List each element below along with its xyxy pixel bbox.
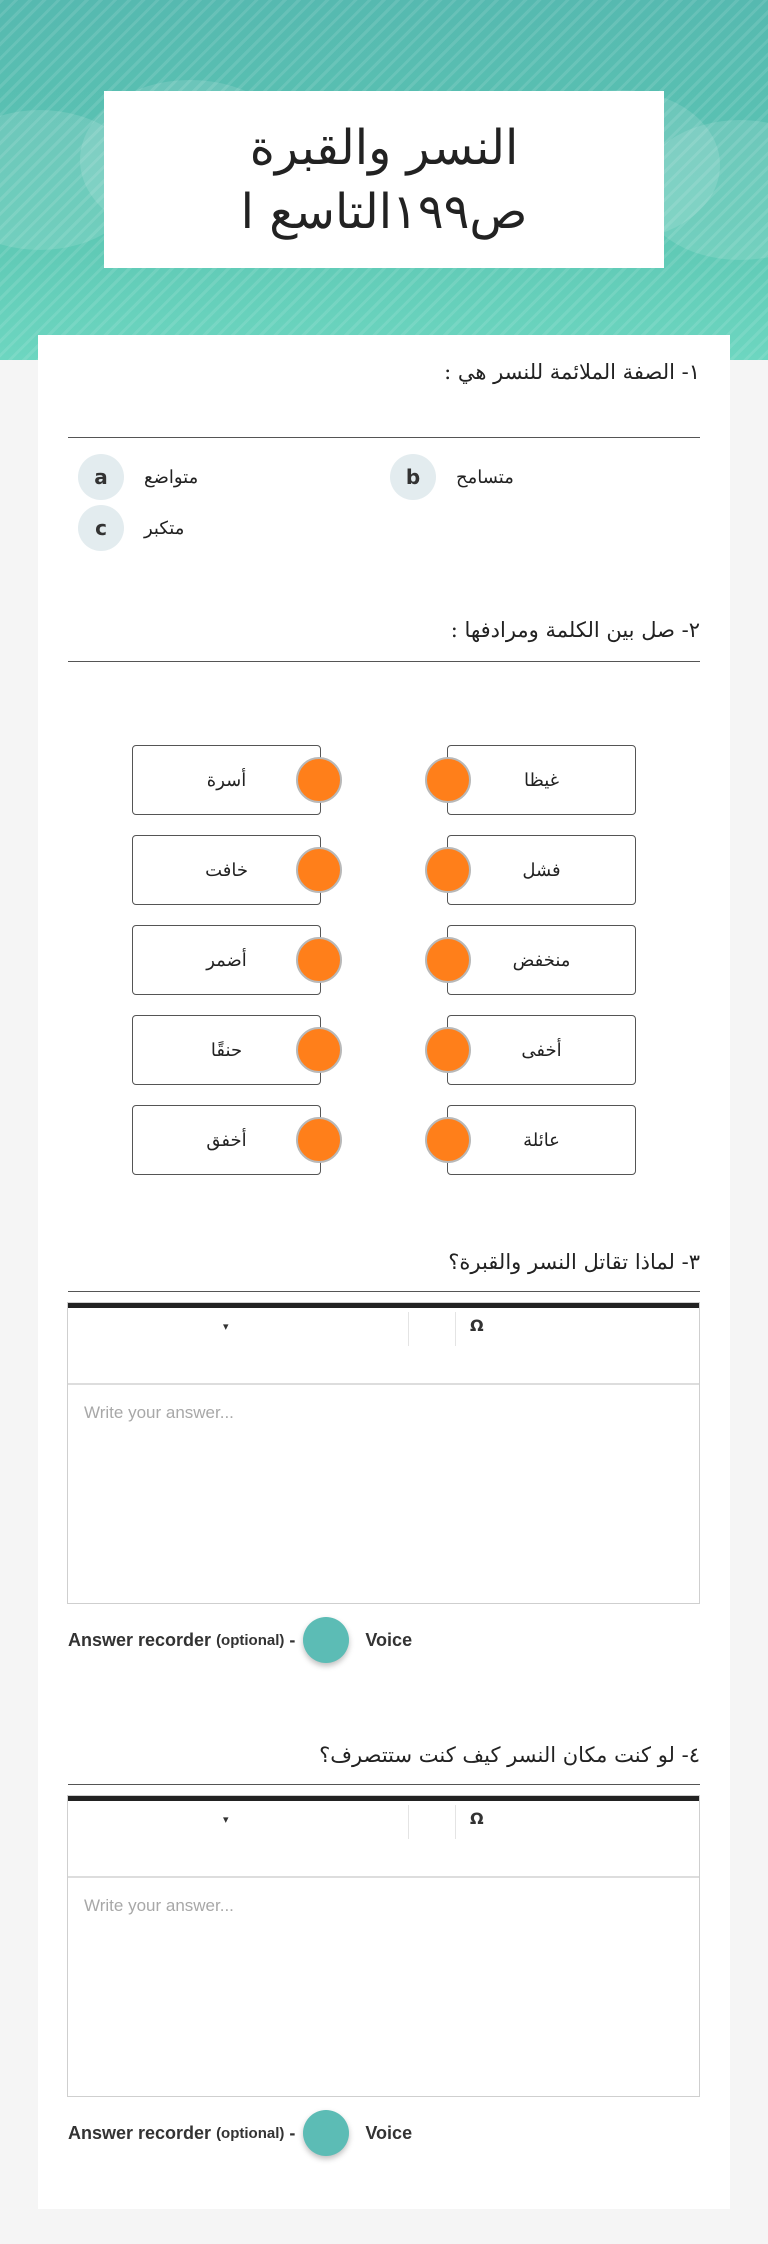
special-character-icon[interactable]: Ω	[470, 1316, 484, 1335]
match-right-item[interactable]: فشل	[447, 835, 636, 905]
recorder-dash: -	[289, 2122, 296, 2143]
match-left-item[interactable]: أضمر	[132, 925, 321, 995]
match-connector-dot[interactable]	[296, 937, 342, 983]
voice-record-button[interactable]	[303, 2110, 349, 2156]
divider	[68, 1784, 700, 1785]
divider	[68, 1291, 700, 1292]
chevron-down-icon[interactable]: ▾	[223, 1813, 229, 1826]
question-3-title: ٣- لماذا تقاتل النسر والقبرة؟	[448, 1250, 700, 1274]
match-left-item[interactable]: خافت	[132, 835, 321, 905]
match-right-item[interactable]: عائلة	[447, 1105, 636, 1175]
page-title: النسر والقبرة	[249, 119, 519, 176]
match-left-item[interactable]: أخفق	[132, 1105, 321, 1175]
match-connector-dot[interactable]	[425, 757, 471, 803]
option-letter: c	[78, 505, 124, 551]
recorder-label: Answer recorder	[68, 1629, 212, 1650]
toolbar-separator	[408, 1805, 409, 1839]
match-left-item[interactable]: أسرة	[132, 745, 321, 815]
title-card	[104, 91, 664, 268]
divider	[68, 437, 700, 438]
voice-label: Voice	[365, 1629, 413, 1650]
recorder-optional: (optional)	[216, 1631, 285, 1649]
match-right-item[interactable]: أخفى	[447, 1015, 636, 1085]
header-banner	[0, 0, 768, 360]
match-connector-dot[interactable]	[296, 757, 342, 803]
option-c[interactable]	[78, 505, 184, 551]
option-a[interactable]	[78, 454, 198, 500]
question-4-title: ٤- لو كنت مكان النسر كيف كنت ستتصرف؟	[319, 1743, 700, 1767]
answer-editor[interactable]	[67, 1795, 700, 2097]
match-right-item[interactable]: منخفض	[447, 925, 636, 995]
match-connector-dot[interactable]	[296, 1117, 342, 1163]
question-1-title: ١- الصفة الملائمة للنسر هي :	[444, 360, 700, 384]
recorder-dash: -	[289, 1629, 296, 1650]
toolbar-separator	[455, 1805, 456, 1839]
divider	[68, 661, 700, 662]
answer-recorder	[68, 1617, 412, 1663]
toolbar-separator	[455, 1312, 456, 1346]
recorder-optional: (optional)	[216, 2124, 285, 2142]
match-connector-dot[interactable]	[425, 937, 471, 983]
option-label: متسامح	[456, 466, 514, 488]
match-connector-dot[interactable]	[425, 1117, 471, 1163]
voice-label: Voice	[365, 2122, 413, 2143]
recorder-label: Answer recorder	[68, 2122, 212, 2143]
answer-input[interactable]: Write your answer...	[84, 1403, 234, 1422]
question-2-title: ٢- صل بين الكلمة ومرادفها :	[450, 618, 700, 642]
voice-record-button[interactable]	[303, 1617, 349, 1663]
option-letter: b	[390, 454, 436, 500]
match-right-item[interactable]: غيظا	[447, 745, 636, 815]
match-left-item[interactable]: حنقًا	[132, 1015, 321, 1085]
editor-toolbar	[68, 1308, 699, 1385]
option-label: متواضع	[144, 466, 199, 488]
match-connector-dot[interactable]	[425, 1027, 471, 1073]
option-b[interactable]	[390, 454, 514, 500]
worksheet	[38, 335, 730, 2209]
match-connector-dot[interactable]	[425, 847, 471, 893]
page-subtitle: ص١٩٩التاسع ا	[240, 183, 528, 240]
toolbar-separator	[408, 1312, 409, 1346]
option-letter: a	[78, 454, 124, 500]
chevron-down-icon[interactable]: ▾	[223, 1320, 229, 1333]
answer-input[interactable]: Write your answer...	[84, 1896, 234, 1915]
editor-toolbar	[68, 1801, 699, 1878]
match-connector-dot[interactable]	[296, 1027, 342, 1073]
special-character-icon[interactable]: Ω	[470, 1809, 484, 1828]
answer-editor[interactable]	[67, 1302, 700, 1604]
answer-recorder	[68, 2110, 412, 2156]
option-label: متكبر	[144, 517, 185, 539]
match-connector-dot[interactable]	[296, 847, 342, 893]
